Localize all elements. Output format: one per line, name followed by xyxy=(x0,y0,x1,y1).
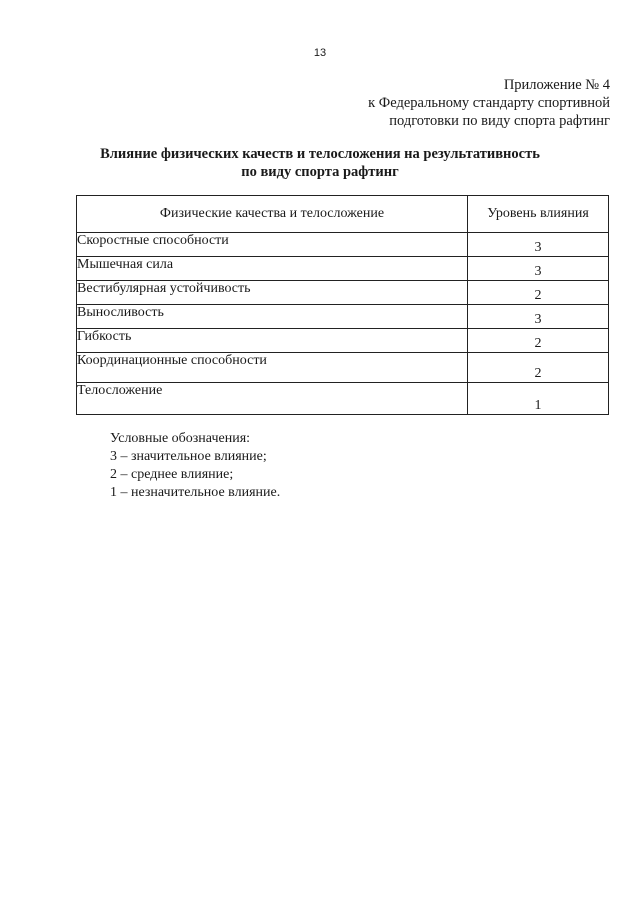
table-row xyxy=(77,329,609,353)
level-cell: 3 xyxy=(468,257,609,281)
quality-cell: Вестибулярная устойчивость xyxy=(77,281,468,305)
quality-cell: Гибкость xyxy=(77,329,468,353)
level-cell: 1 xyxy=(468,383,609,415)
level-cell: 2 xyxy=(468,329,609,353)
title-line-2: по виду спорта рафтинг xyxy=(241,164,399,180)
header-level: Уровень влияния xyxy=(468,196,609,233)
level-cell: 3 xyxy=(468,233,609,257)
level-cell: 3 xyxy=(468,305,609,329)
appendix-header xyxy=(368,76,610,130)
influence-table xyxy=(76,195,609,415)
title-line-1: Влияние физических качеств и телосложения на результативность xyxy=(100,146,540,162)
level-cell: 2 xyxy=(468,281,609,305)
appendix-line-2: к Федеральному стандарту спортивной xyxy=(368,95,610,111)
table-row xyxy=(77,383,609,415)
quality-cell: Скоростные способности xyxy=(77,233,468,257)
table-row xyxy=(77,257,609,281)
quality-cell: Телосложение xyxy=(77,383,468,415)
page-number: 13 xyxy=(313,47,327,59)
appendix-line-3: подготовки по виду спорта рафтинг xyxy=(389,113,610,129)
quality-cell: Выносливость xyxy=(77,305,468,329)
header-quality: Физические качества и телосложение xyxy=(77,196,468,233)
legend-heading: Условные обозначения: xyxy=(110,431,251,446)
table-header-row xyxy=(77,196,609,233)
legend-item: 2 – среднее влияние; xyxy=(110,467,234,482)
table-row xyxy=(77,305,609,329)
legend-item: 3 – значительное влияние; xyxy=(110,449,267,464)
level-cell: 2 xyxy=(468,353,609,383)
document-title xyxy=(0,145,640,181)
quality-cell: Координационные способности xyxy=(77,353,468,383)
appendix-line-1: Приложение № 4 xyxy=(503,77,610,93)
table-row xyxy=(77,281,609,305)
quality-cell: Мышечная сила xyxy=(77,257,468,281)
table-row xyxy=(77,353,609,383)
table-row xyxy=(77,233,609,257)
legend xyxy=(110,430,280,502)
legend-item: 1 – незначительное влияние. xyxy=(110,485,281,500)
